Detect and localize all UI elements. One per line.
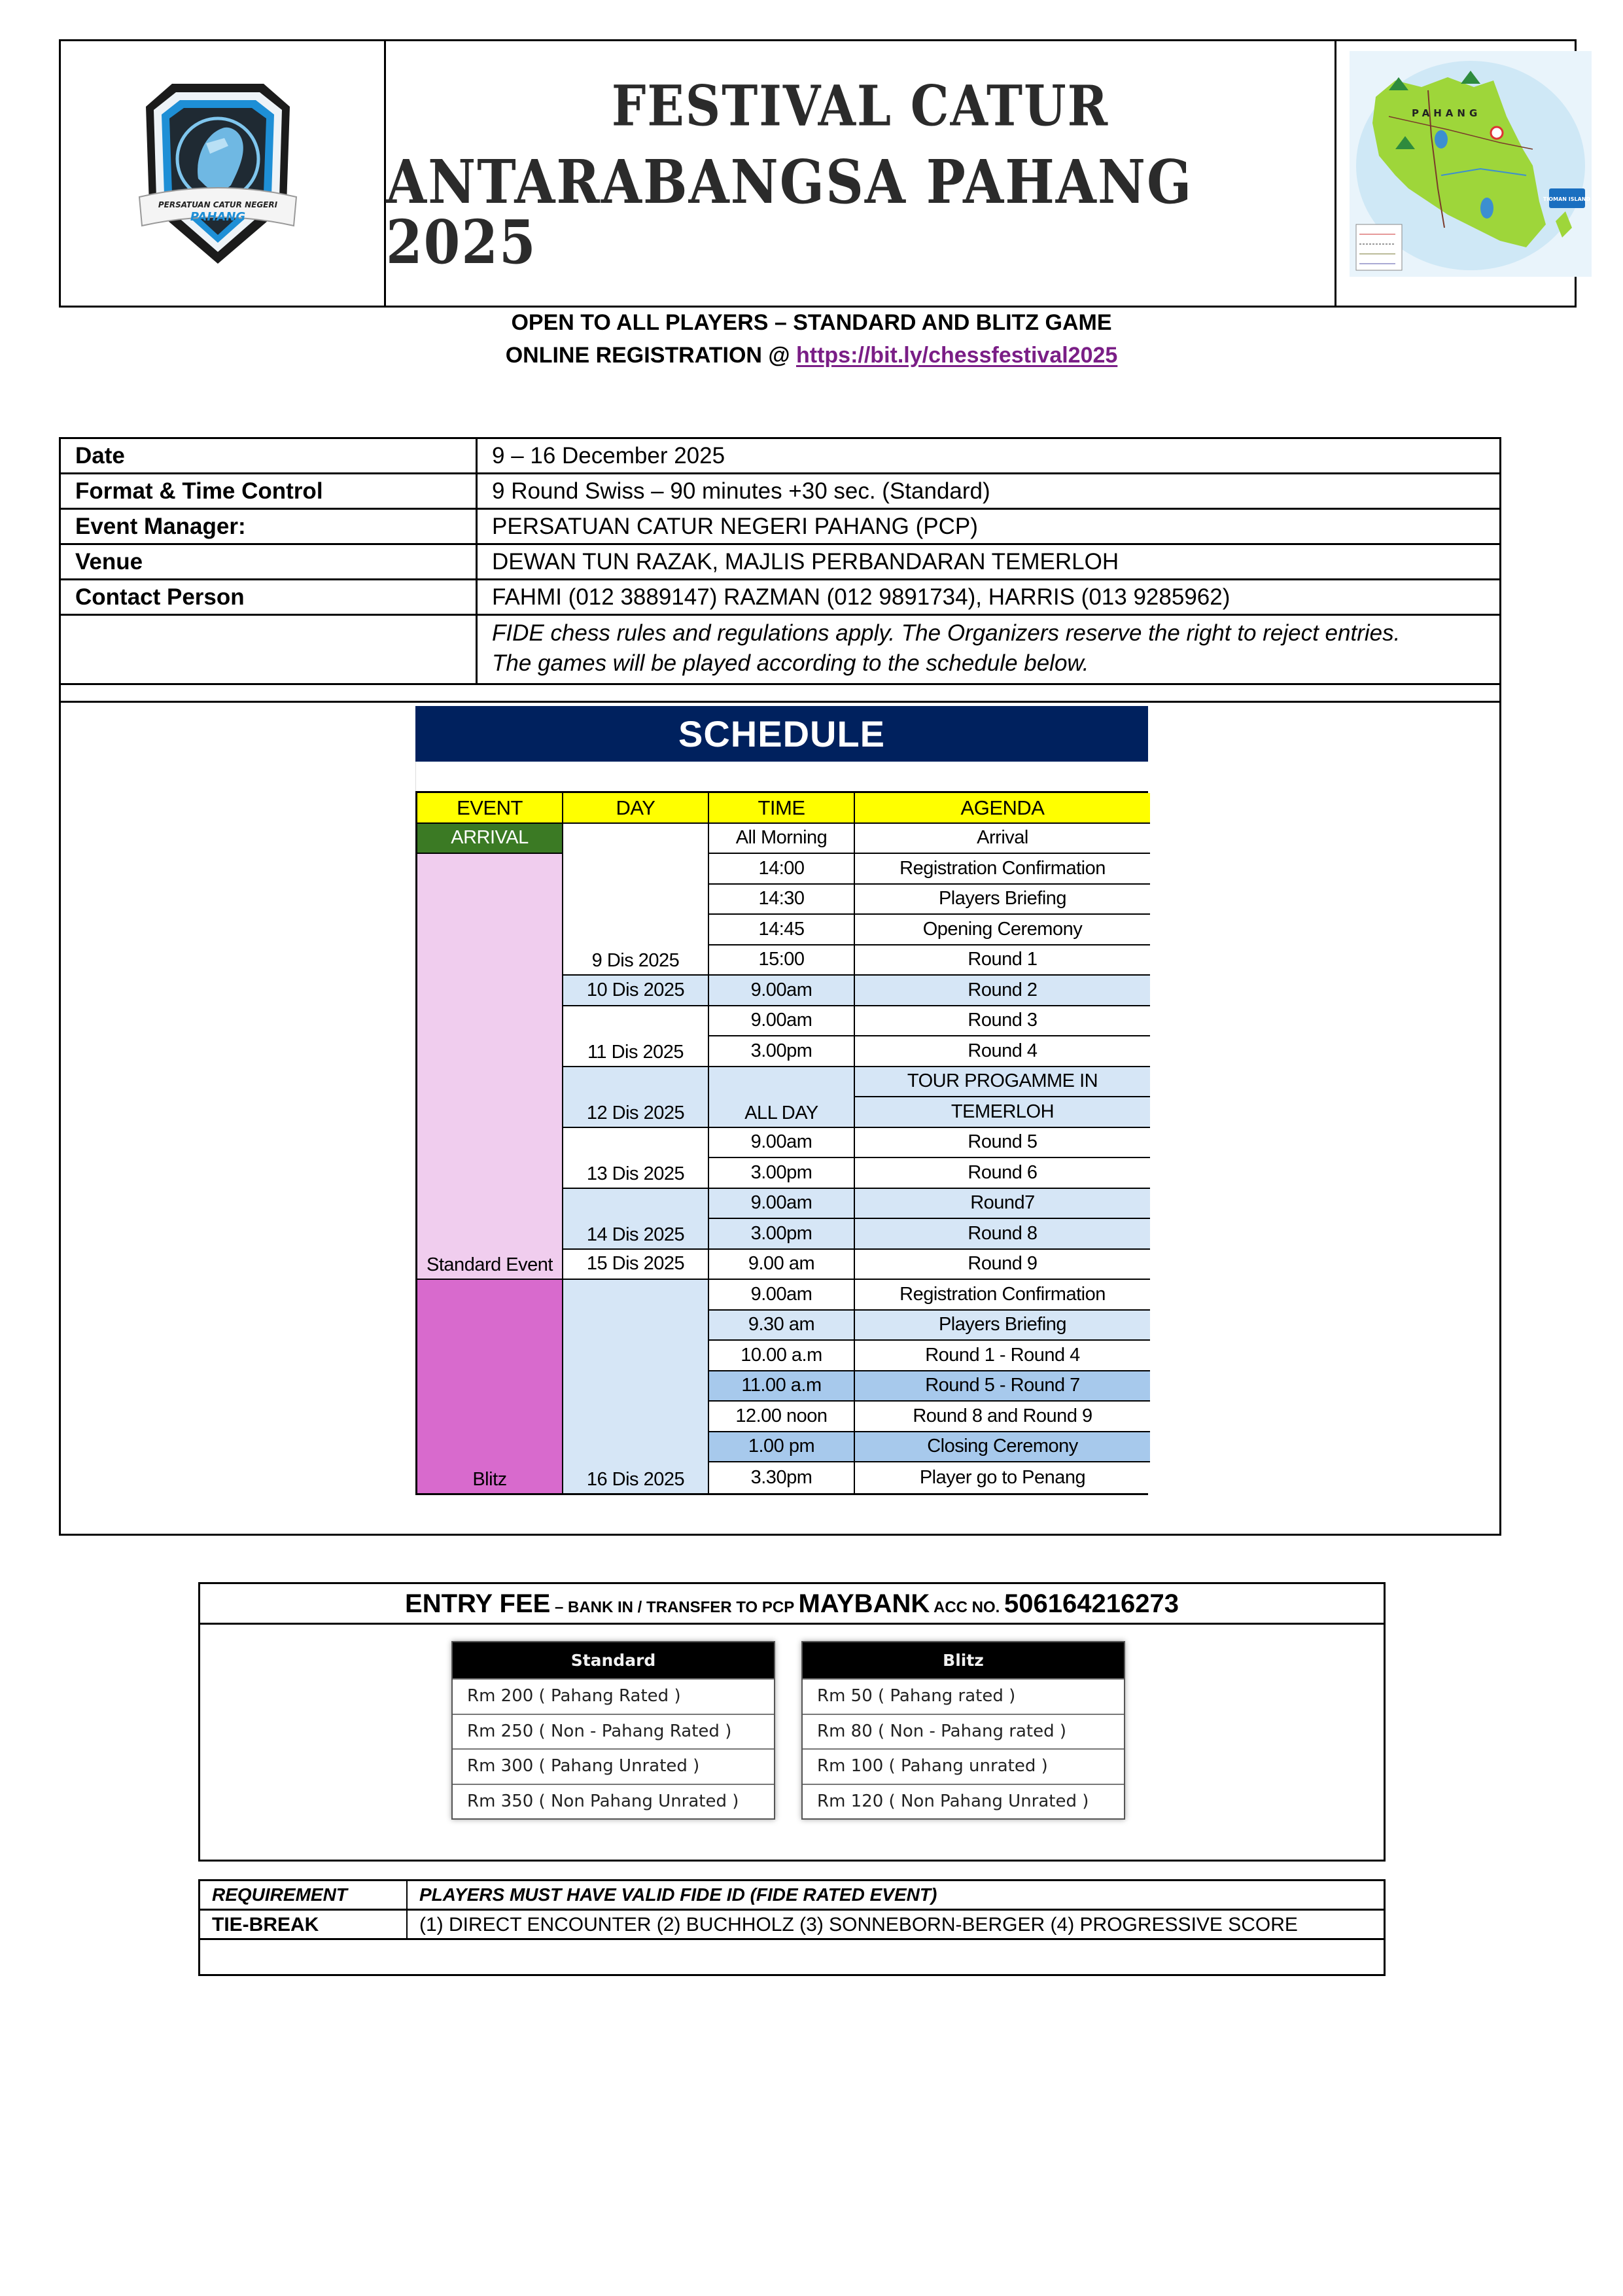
info-value: DEWAN TUN RAZAK, MAJLIS PERBANDARAN TEMERLOH [492, 549, 1119, 574]
registration-label: ONLINE REGISTRATION @ [505, 343, 796, 368]
schedule-agenda: Round 6 [855, 1158, 1150, 1189]
requirements-table [198, 1879, 1386, 1976]
fee-item: Rm 200 ( Pahang Rated ) [453, 1678, 774, 1714]
entry-fee-dash: – [550, 1598, 568, 1616]
schedule-time: 15:00 [709, 945, 855, 976]
pahang-map-icon [1350, 51, 1592, 277]
blitz-fee-title: Blitz [803, 1642, 1124, 1678]
entry-fee-bank: MAYBANK [798, 1589, 930, 1618]
standard-fee-card [451, 1641, 775, 1820]
schedule-agenda-cont: TEMERLOH [855, 1097, 1150, 1128]
fee-item: Rm 50 ( Pahang rated ) [803, 1678, 1124, 1714]
day-9: 9 Dis 2025 [563, 824, 709, 976]
event-arrival: ARRIVAL [417, 824, 563, 855]
entry-fee-acc-no: 506164216273 [1004, 1589, 1179, 1618]
schedule-time: 9.00am [709, 1006, 855, 1037]
schedule-header-event: EVENT [417, 793, 563, 824]
info-label: Contact Person [61, 580, 478, 614]
entry-fee-acc-label: ACC NO. [930, 1598, 1005, 1616]
tie-break-value: (1) DIRECT ENCOUNTER (2) BUCHHOLZ (3) SONNEBORN-BERGER (4) PROGRESSIVE SCORE [419, 1914, 1298, 1935]
schedule-header-time: TIME [709, 793, 855, 824]
schedule-time: 9.00am [709, 976, 855, 1006]
schedule-agenda: Round 8 and Round 9 [855, 1402, 1150, 1432]
day-13: 13 Dis 2025 [563, 1128, 709, 1189]
schedule-time: 3.00pm [709, 1036, 855, 1067]
logo-text-bottom: PAHANG [190, 210, 246, 224]
schedule-agenda: Round 2 [855, 976, 1150, 1006]
info-row-notes [61, 616, 1499, 685]
fee-item: Rm 120 ( Non Pahang Unrated ) [803, 1784, 1124, 1819]
schedule-agenda: Round 4 [855, 1036, 1150, 1067]
requirement-value: PLAYERS MUST HAVE VALID FIDE ID (FIDE RATED EVENT) [419, 1884, 937, 1905]
schedule-agenda: Round 8 [855, 1219, 1150, 1250]
map-cell [1336, 41, 1591, 306]
notes-line-2: The games will be played according to the schedule below. [492, 650, 1089, 676]
day-12: 12 Dis 2025 [563, 1067, 709, 1128]
schedule-time: 9.00 am [709, 1250, 855, 1280]
info-label: Format & Time Control [61, 474, 478, 508]
day-10: 10 Dis 2025 [563, 976, 709, 1006]
schedule [415, 706, 1148, 1495]
title-line-2: ANTARABANGSA PAHANG 2025 [386, 146, 1193, 278]
schedule-gap [415, 762, 1148, 791]
fee-item: Rm 100 ( Pahang unrated ) [803, 1748, 1124, 1784]
tie-break-row [200, 1911, 1384, 1940]
schedule-time: 14:45 [709, 915, 855, 945]
day-15: 15 Dis 2025 [563, 1250, 709, 1280]
info-row-venue [61, 545, 1499, 580]
schedule-agenda: Players Briefing [855, 885, 1150, 915]
schedule-cell [61, 703, 1499, 1534]
schedule-time: 11.00 a.m [709, 1371, 855, 1402]
entry-fee-header [200, 1584, 1384, 1625]
event-standard: Standard Event [417, 854, 563, 1280]
schedule-time: 14:00 [709, 854, 855, 885]
schedule-time: 3.30pm [709, 1462, 855, 1493]
schedule-agenda: Opening Ceremony [855, 915, 1150, 945]
schedule-time: 12.00 noon [709, 1402, 855, 1432]
info-spacer-row [61, 685, 1499, 703]
tie-break-label: TIE-BREAK [200, 1911, 408, 1938]
schedule-time: 3.00pm [709, 1158, 855, 1189]
title-line-1: FESTIVAL CATUR [611, 74, 1109, 139]
standard-fee-title: Standard [453, 1642, 774, 1678]
schedule-agenda: Closing Ceremony [855, 1432, 1150, 1463]
chess-association-logo-icon [133, 80, 303, 270]
fee-item: Rm 250 ( Non - Pahang Rated ) [453, 1714, 774, 1749]
event-info-table [59, 437, 1501, 1536]
info-row-date [61, 439, 1499, 474]
info-value: 9 Round Swiss – 90 minutes +30 sec. (Standard) [492, 478, 990, 504]
registration-link[interactable]: https://bit.ly/chessfestival2025 [796, 343, 1118, 368]
schedule-agenda: Round 5 [855, 1128, 1150, 1159]
schedule-agenda: TOUR PROGAMME IN [855, 1067, 1150, 1098]
schedule-agenda: Arrival [855, 824, 1150, 855]
entry-fee-transfer-text: BANK IN / TRANSFER TO PCP [567, 1598, 799, 1616]
event-subtitle: OPEN TO ALL PLAYERS – STANDARD AND BLITZ GAME [511, 310, 1112, 335]
schedule-time: 1.00 pm [709, 1432, 855, 1463]
map-label-island: TIOMAN ISLAND [1543, 196, 1591, 202]
schedule-agenda: Player go to Penang [855, 1462, 1150, 1493]
info-row-event-manager [61, 510, 1499, 545]
schedule-agenda: Round7 [855, 1189, 1150, 1220]
notes-line-1: FIDE chess rules and regulations apply. The Organizers reserve the right to reject entries. [492, 620, 1401, 646]
fee-item: Rm 300 ( Pahang Unrated ) [453, 1748, 774, 1784]
schedule-header-day: DAY [563, 793, 709, 824]
schedule-agenda: Round 3 [855, 1006, 1150, 1037]
schedule-agenda: Players Briefing [855, 1311, 1150, 1341]
header-table [59, 39, 1591, 308]
blitz-fee-card [801, 1641, 1125, 1820]
schedule-title: SCHEDULE [415, 706, 1148, 762]
map-label-state: PAHANG [1412, 107, 1482, 119]
schedule-agenda: Round 5 - Round 7 [855, 1371, 1150, 1402]
schedule-header-agenda: AGENDA [855, 793, 1150, 824]
info-label: Venue [61, 545, 478, 578]
schedule-agenda: Round 9 [855, 1250, 1150, 1280]
info-row-contact [61, 580, 1499, 616]
schedule-agenda: Round 1 [855, 945, 1150, 976]
entry-fee-table [198, 1582, 1386, 1862]
schedule-time: 14:30 [709, 885, 855, 915]
requirement-row [200, 1881, 1384, 1911]
title-cell [386, 41, 1336, 306]
day-14: 14 Dis 2025 [563, 1189, 709, 1250]
logo-cell [61, 41, 386, 306]
schedule-agenda: Registration Confirmation [855, 1280, 1150, 1311]
logo-text-top: PERSATUAN CATUR NEGERI [158, 200, 278, 209]
schedule-time: ALL DAY [709, 1067, 855, 1128]
info-value: PERSATUAN CATUR NEGERI PAHANG (PCP) [492, 514, 978, 539]
entry-fee-label: ENTRY FEE [405, 1589, 551, 1618]
info-label-empty [61, 616, 478, 683]
schedule-time: 9.00am [709, 1189, 855, 1220]
schedule-time: 10.00 a.m [709, 1341, 855, 1371]
empty-row [200, 1940, 1384, 1974]
schedule-table [415, 791, 1148, 1495]
info-value: FAHMI (012 3889147) RAZMAN (012 9891734), HARRIS (013 9285962) [492, 584, 1230, 610]
schedule-time: 9.30 am [709, 1311, 855, 1341]
registration-line [0, 343, 1623, 368]
info-value: 9 – 16 December 2025 [492, 443, 725, 468]
schedule-agenda: Round 1 - Round 4 [855, 1341, 1150, 1371]
day-11: 11 Dis 2025 [563, 1006, 709, 1067]
event-blitz: Blitz [417, 1280, 563, 1493]
schedule-time: 9.00am [709, 1280, 855, 1311]
fee-item: Rm 350 ( Non Pahang Unrated ) [453, 1784, 774, 1819]
schedule-time: 9.00am [709, 1128, 855, 1159]
requirement-label: REQUIREMENT [200, 1881, 408, 1909]
info-row-format [61, 474, 1499, 510]
fee-item: Rm 80 ( Non - Pahang rated ) [803, 1714, 1124, 1749]
day-16: 16 Dis 2025 [563, 1280, 709, 1493]
info-notes [478, 616, 1499, 683]
info-label: Event Manager: [61, 510, 478, 543]
info-label: Date [61, 439, 478, 472]
schedule-agenda: Registration Confirmation [855, 854, 1150, 885]
schedule-time: All Morning [709, 824, 855, 855]
schedule-time: 3.00pm [709, 1219, 855, 1250]
